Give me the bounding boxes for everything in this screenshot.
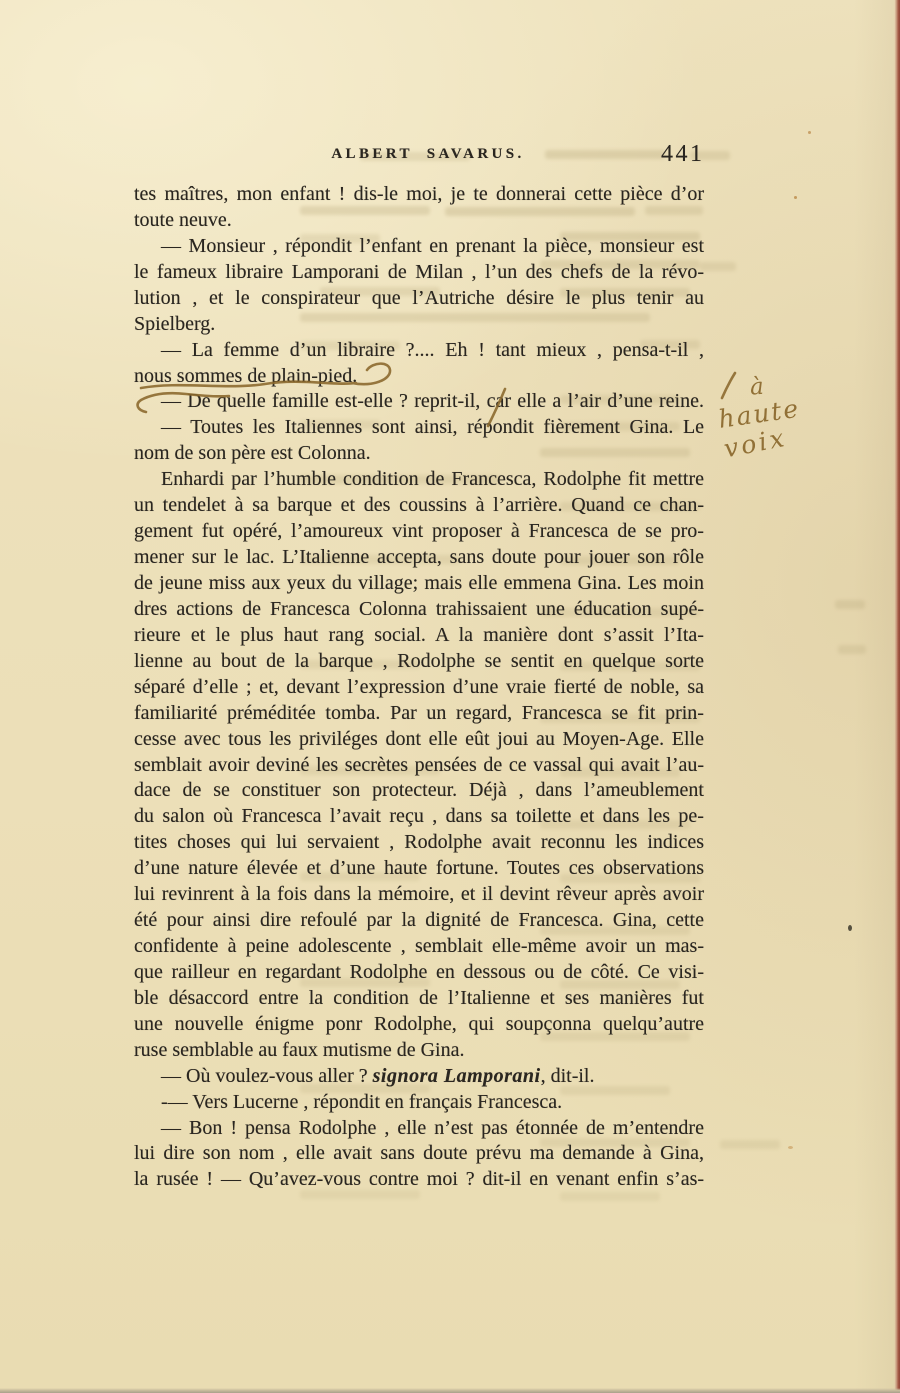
page-edge-bottom <box>0 1388 900 1393</box>
foxing-dot <box>788 1146 793 1149</box>
text-line: lution , et le conspirateur que l’Autriche désire le plus tenir au <box>134 286 704 309</box>
text-line: dres actions de Francesca Colonna trahissaient une éducation supé- <box>134 597 704 620</box>
page-edge-right <box>894 0 900 1393</box>
text-line: lui revinrent à la fois dans la mémoire, et il devint rêveur après avoir <box>134 883 705 906</box>
text-line: gement fut opéré, l’amoureux vint proposer à Francesca de se pro- <box>134 520 704 543</box>
show-through-line <box>445 207 635 216</box>
text-line: Enhardi par l’humble condition de Francesca, Rodolphe fit mettre <box>161 468 704 491</box>
text-line: de jeune miss aux yeux du village; mais elle emmena Gina. Les moin <box>134 572 704 594</box>
margin-note-line-3: voix <box>721 422 790 464</box>
text-line: nom de son père est Colonna. <box>134 442 371 465</box>
text-line: mener sur le lac. L’Italienne accepta, sans doute pour jouer son rôle <box>134 546 704 568</box>
ink-speck <box>848 925 852 931</box>
text-line: la rusée ! — Qu’avez-vous contre moi ? dit-il en venant enfin s’as- <box>134 1168 705 1191</box>
text-line: — Bon ! pensa Rodolphe , elle n’est pas étonnée de m’entendre <box>161 1116 704 1139</box>
italic-phrase: signora Lamporani <box>372 1064 541 1087</box>
text-line: ruse semblable au faux mutisme de Gina. <box>134 1038 465 1061</box>
text-line: — Où voulez-vous aller ? signora Lamporani, dit-il. <box>161 1064 595 1087</box>
text-line: tites choses qui lui servaient , Rodolphe avait reconnu les indices <box>134 831 705 854</box>
margin-note <box>715 371 805 464</box>
page-edge-shadow <box>854 0 894 1393</box>
show-through-line <box>700 262 736 271</box>
text-line: lienne au bout de la barque , Rodolphe se sentit en quelque sorte <box>134 649 705 672</box>
text-line: été pour ainsi dire refoulé par la dignité de Francesca. Gina, cette <box>134 909 704 931</box>
text-line: Spielberg. <box>134 312 216 335</box>
text-line: une nouvelle énigme ponr Rodolphe, qui soupçonna quelqu’autre <box>134 1012 705 1035</box>
text-line: — La femme d’un libraire ?.... Eh ! tant mieux , pensa-t-il , <box>161 338 705 361</box>
text-line: un tendelet à sa barque et des coussins à l’arrière. Quand ce chan- <box>134 494 705 517</box>
page-number: 441 <box>661 141 705 167</box>
text-line: du salon où Francesca l’avait reçu , dans sa toilette et dans les pe- <box>134 805 704 828</box>
margin-note-slash <box>722 373 735 398</box>
text-line: familiarité préméditée tomba. Par un regard, Francesca se fit prin- <box>134 701 704 724</box>
foxing-dot <box>808 131 811 134</box>
show-through-line <box>645 206 703 215</box>
text-line: d’une nature élevée et d’une haute fortune. Toutes ces observations <box>134 857 705 880</box>
text-line: — De quelle famille est-elle ? reprit-il, car elle a l’air d’une reine. <box>161 390 704 413</box>
text-line: -— Vers Lucerne , répondit en français Francesca. <box>161 1090 563 1113</box>
text-line: nous sommes de plain-pied. <box>134 364 358 387</box>
margin-note-line-2: haute <box>716 393 802 434</box>
running-header: ALBERT SAVARUS. <box>331 146 525 162</box>
text-line: ble désaccord entre la condition de l’Italienne et ses manières fut <box>134 986 704 1009</box>
text-line: toute neuve. <box>134 208 232 231</box>
text-line: dace de se constituer son protecteur. Déjà , dans l’ameublement <box>134 779 704 802</box>
text-line: — Monsieur , répondit l’enfant en prenant la pièce, monsieur est <box>161 234 705 257</box>
foxing-dot <box>794 196 797 199</box>
text-line: séparé d’elle ; et, devant l’expression d’une vraie fierté de noble, sa <box>134 675 705 698</box>
text-line: que railleur en regardant Rodolphe en dessous ou de côté. Ce visi- <box>134 960 704 983</box>
text-line: le fameux libraire Lamporani de Milan , l’un des chefs de la révo- <box>134 260 705 283</box>
proof-hook-mark <box>352 364 390 385</box>
text-line: confidente à peine adolescente , semblait elle-même avoir un mas- <box>134 935 704 957</box>
text-line: tes maîtres, mon enfant ! dis-le moi, je te donnerai cette pièce d’or <box>134 183 705 205</box>
text-line: semblait avoir deviné les secrètes pensées de ce vassal qui avait l’au- <box>134 753 705 776</box>
show-through-line <box>720 1140 780 1149</box>
show-through-line <box>560 1192 660 1201</box>
text-line: rieure et le plus haut rang social. A la manière dont s’assit l’Ita- <box>134 623 704 646</box>
text-line: — Toutes les Italiennes sont ainsi, répondit fièrement Gina. Le <box>161 416 705 439</box>
show-through-line <box>540 448 690 457</box>
show-through-line <box>300 206 430 215</box>
text-line: lui dire son nom , elle avait sans doute prévu ma demande à Gina, <box>134 1142 704 1165</box>
margin-note-line-1: à <box>749 373 766 401</box>
show-through-line <box>300 313 650 322</box>
text-line: cesse avec tous les priviléges dont elle eût joui au Moyen-Age. Elle <box>134 727 704 750</box>
